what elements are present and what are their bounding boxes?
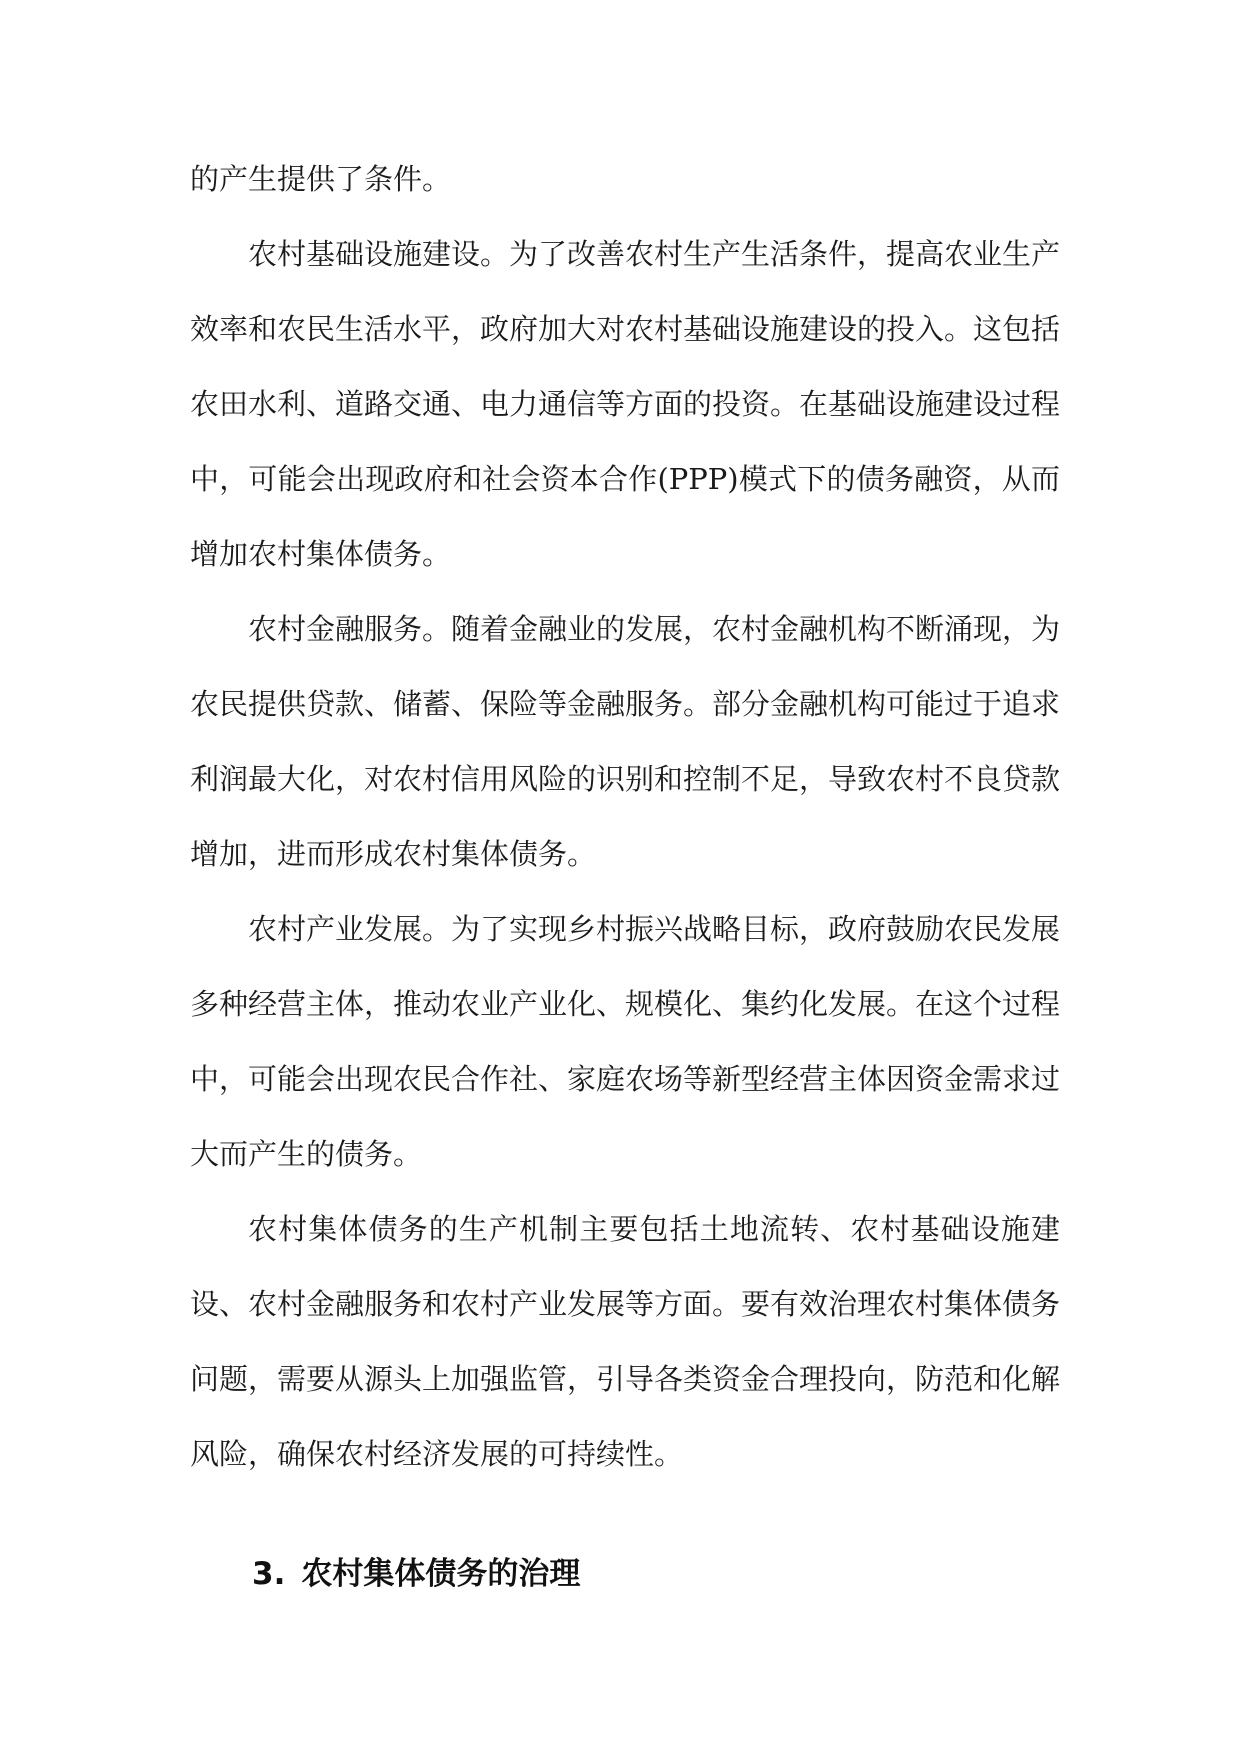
paragraph-industry-development: 农村产业发展。为了实现乡村振兴战略目标，政府鼓励农民发展多种经营主体，推动农业产业化、规模化、集约化发展。在这个过程中，可能会出现农民合作社、家庭农场等新型经营主体因资金需求过大而产生的债务。 bbox=[190, 912, 1061, 1171]
document-body bbox=[190, 142, 1060, 1612]
paragraph-continuation: 的产生提供了条件。 bbox=[190, 162, 452, 196]
paragraph-financial-services: 农村金融服务。随着金融业的发展，农村金融机构不断涌现，为农民提供贷款、储蓄、保险等金融服务。部分金融机构可能过于追求利润最大化，对农村信用风险的识别和控制不足，导致农村不良贷款增加，进而形成农村集体债务。 bbox=[190, 612, 1061, 871]
section-title: 农村集体债务的治理 bbox=[301, 1556, 581, 1592]
section-number: 3. bbox=[252, 1556, 286, 1592]
paragraph-summary: 农村集体债务的生产机制主要包括土地流转、农村基础设施建设、农村金融服务和农村产业发展等方面。要有效治理农村集体债务问题，需要从源头上加强监管，引导各类资金合理投向，防范和化解风险，确保农村经济发展的可持续性。 bbox=[190, 1212, 1061, 1471]
section-heading bbox=[190, 1537, 1060, 1612]
paragraph-infrastructure: 农村基础设施建设。为了改善农村生产生活条件，提高农业生产效率和农民生活水平，政府加大对农村基础设施建设的投入。这包括农田水利、道路交通、电力通信等方面的投资。在基础设施建设过程中，可能会出现政府和社会资本合作(PPP)模式下的债务融资，从而增加农村集体债务。 bbox=[190, 237, 1061, 571]
